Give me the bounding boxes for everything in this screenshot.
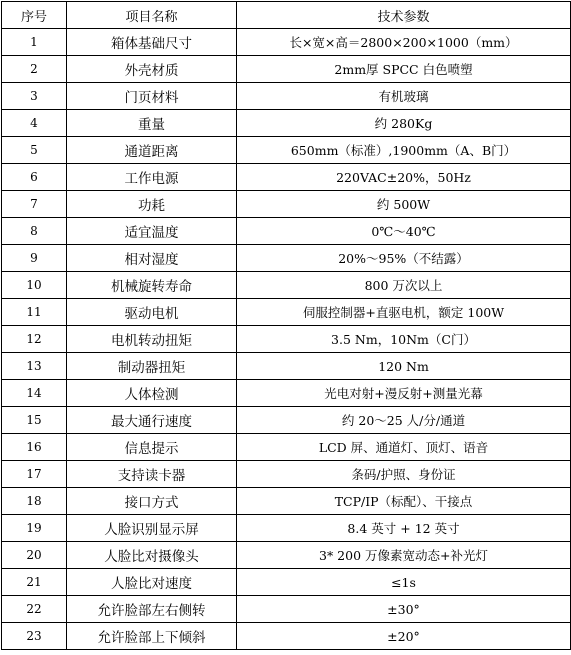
table-row [2,380,571,407]
table-body [2,29,571,650]
table-row [2,596,571,623]
table-row [2,272,571,299]
row-tech-param: 3.5 Nm，10Nm（C门） [237,326,571,353]
row-item-name: 信息提示 [67,434,237,461]
table-row [2,488,571,515]
row-tech-param: 长×宽×高＝2800×200×1000（mm） [237,29,571,56]
row-index: 12 [2,326,67,353]
row-index: 18 [2,488,67,515]
row-tech-param: 20%～95%（不结露） [237,245,571,272]
row-tech-param: 有机玻璃 [237,83,571,110]
row-index: 14 [2,380,67,407]
row-tech-param: 220VAC±20%，50Hz [237,164,571,191]
row-item-name: 最大通行速度 [67,407,237,434]
table-row [2,542,571,569]
row-tech-param: 650mm（标准）,1900mm（A、B门） [237,137,571,164]
row-index: 8 [2,218,67,245]
header-param: 技术参数 [237,2,571,29]
table-header [2,2,571,29]
row-item-name: 人脸比对摄像头 [67,542,237,569]
row-tech-param: 约 280Kg [237,110,571,137]
row-tech-param: 120 Nm [237,353,571,380]
row-tech-param: 2mm厚 SPCC 白色喷塑 [237,56,571,83]
row-index: 3 [2,83,67,110]
row-tech-param: 3* 200 万像素宽动态+补光灯 [237,542,571,569]
row-index: 5 [2,137,67,164]
row-index: 17 [2,461,67,488]
row-item-name: 机械旋转寿命 [67,272,237,299]
header-name: 项目名称 [67,2,237,29]
row-tech-param: ≤1s [237,569,571,596]
row-item-name: 制动器扭矩 [67,353,237,380]
row-tech-param: 伺服控制器+直驱电机，额定 100W [237,299,571,326]
row-tech-param: 条码/护照、身份证 [237,461,571,488]
table-row [2,191,571,218]
row-tech-param: 800 万次以上 [237,272,571,299]
row-index: 6 [2,164,67,191]
table-row [2,29,571,56]
row-item-name: 接口方式 [67,488,237,515]
table-row [2,407,571,434]
table-row [2,56,571,83]
row-index: 22 [2,596,67,623]
row-index: 9 [2,245,67,272]
row-index: 21 [2,569,67,596]
row-index: 7 [2,191,67,218]
row-tech-param: 约 500W [237,191,571,218]
table-row [2,83,571,110]
row-index: 1 [2,29,67,56]
table-row [2,461,571,488]
row-tech-param: ±30° [237,596,571,623]
table-row [2,326,571,353]
row-item-name: 允许脸部左右侧转 [67,596,237,623]
row-index: 13 [2,353,67,380]
row-tech-param: 约 20～25 人/分/通道 [237,407,571,434]
row-item-name: 人脸识别显示屏 [67,515,237,542]
table-row [2,569,571,596]
row-index: 20 [2,542,67,569]
row-index: 15 [2,407,67,434]
row-item-name: 人体检测 [67,380,237,407]
row-item-name: 工作电源 [67,164,237,191]
table-row [2,299,571,326]
table-row [2,353,571,380]
row-index: 11 [2,299,67,326]
row-item-name: 箱体基础尺寸 [67,29,237,56]
row-index: 16 [2,434,67,461]
row-tech-param: 光电对射+漫反射+测量光幕 [237,380,571,407]
row-item-name: 外壳材质 [67,56,237,83]
row-tech-param: 0℃～40℃ [237,218,571,245]
row-item-name: 驱动电机 [67,299,237,326]
row-tech-param: TCP/IP（标配）、干接点 [237,488,571,515]
row-item-name: 电机转动扭矩 [67,326,237,353]
row-item-name: 功耗 [67,191,237,218]
row-item-name: 允许脸部上下倾斜 [67,623,237,650]
table-row [2,164,571,191]
row-tech-param: ±20° [237,623,571,650]
row-index: 10 [2,272,67,299]
row-index: 4 [2,110,67,137]
table-row [2,434,571,461]
row-item-name: 支持读卡器 [67,461,237,488]
header-row [2,2,571,29]
row-item-name: 重量 [67,110,237,137]
row-item-name: 通道距离 [67,137,237,164]
row-item-name: 门页材料 [67,83,237,110]
row-item-name: 人脸比对速度 [67,569,237,596]
row-item-name: 适宜温度 [67,218,237,245]
row-tech-param: LCD 屏、通道灯、顶灯、语音 [237,434,571,461]
table-row [2,623,571,650]
table-row [2,245,571,272]
table-row [2,218,571,245]
table-row [2,515,571,542]
row-index: 2 [2,56,67,83]
table-row [2,110,571,137]
spec-table [1,1,571,650]
row-tech-param: 8.4 英寸 + 12 英寸 [237,515,571,542]
row-index: 19 [2,515,67,542]
row-item-name: 相对湿度 [67,245,237,272]
row-index: 23 [2,623,67,650]
header-index: 序号 [2,2,67,29]
table-row [2,137,571,164]
